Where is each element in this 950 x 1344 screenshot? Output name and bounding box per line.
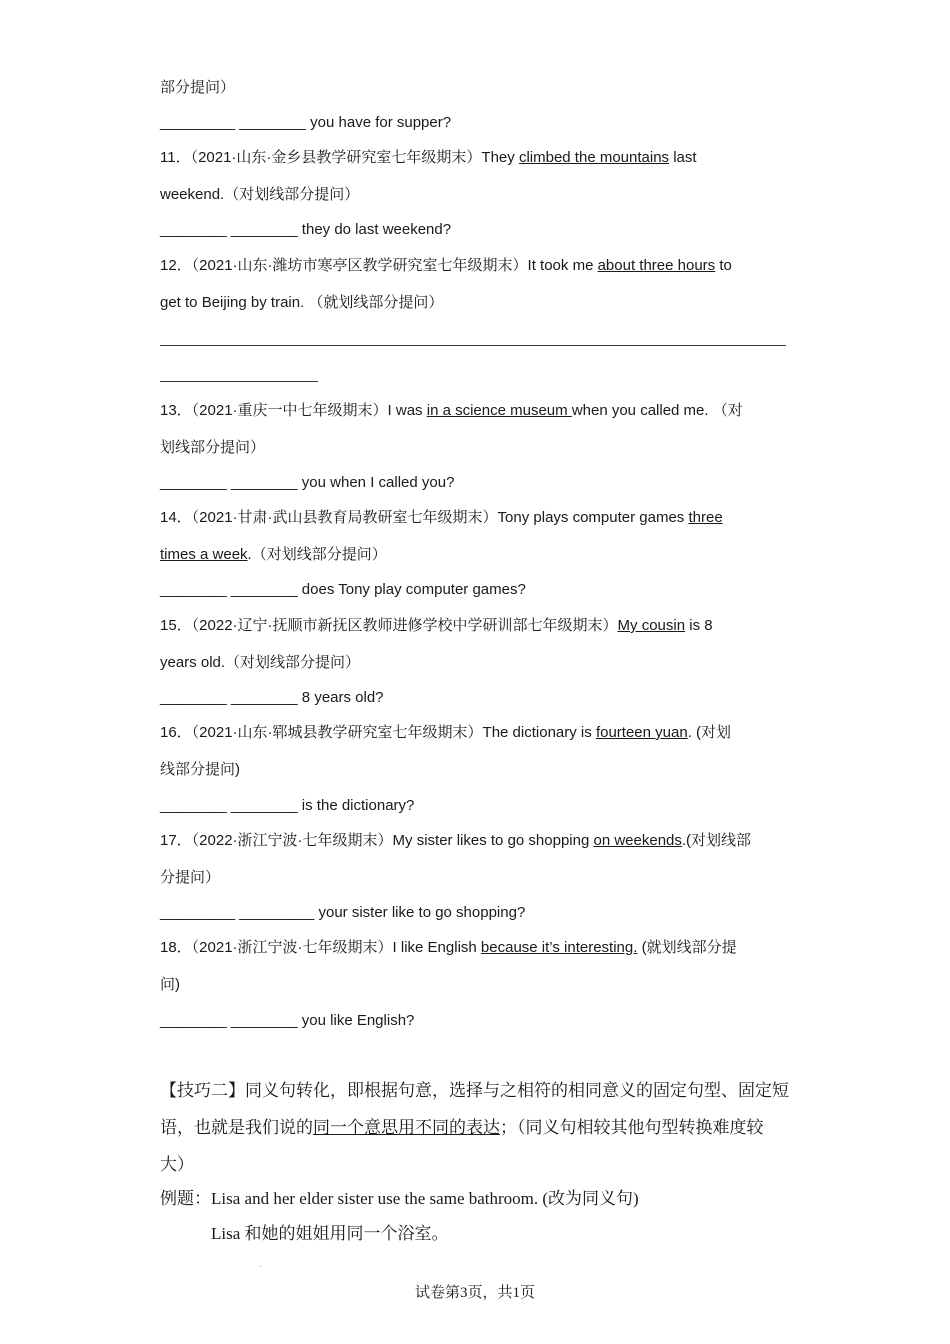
question-13-text-cont: 划线部分提问） xyxy=(160,439,266,456)
question-17-answer-line: _________ _________ your sister like to go shopping? xyxy=(160,904,526,921)
question-13-text: 13．（2021·重庆一中七年级期末）I was in a science museum when you called me. （对 xyxy=(160,402,743,419)
tip-text-end: 大） xyxy=(160,1155,194,1174)
question-16-answer-line: ________ ________ is the dictionary? xyxy=(160,797,415,814)
question-12-text: 12．（2021·山东·潍坊市寒亭区教学研究室七年级期末）It took me about three hours to xyxy=(160,257,732,274)
question-10-answer-line: _________ ________ you have for supper? xyxy=(160,114,452,131)
question-11-answer-line: ________ ________ they do last weekend? xyxy=(160,221,452,238)
question-14-text-cont: times a week.（对划线部分提问） xyxy=(160,546,387,563)
question-16-text-cont: 线部分提问) xyxy=(160,761,240,778)
question-15-answer-line: ________ ________ 8 years old? xyxy=(160,689,384,706)
question-13-answer-line: ________ ________ you when I called you? xyxy=(160,474,455,491)
question-16-text: 16．（2021·山东·郓城县教学研究室七年级期末）The dictionary is fourteen yuan. (对划 xyxy=(160,724,732,741)
tip-text: 语，也就是我们说的同一个意思用不同的表达；（同义句相较其他句型转换难度较 xyxy=(160,1118,764,1137)
question-10-text-end: 部分提问） xyxy=(160,79,236,96)
question-14-answer-line: ________ ________ does Tony play computer games? xyxy=(160,581,526,598)
question-15-text-cont: years old.（对划线部分提问） xyxy=(160,654,361,671)
question-17-text-cont: 分提问） xyxy=(160,869,221,886)
question-17-text: 17．（2022·浙江宁波·七年级期末）My sister likes to go shopping on weekends.(对划线部 xyxy=(160,832,752,849)
question-12-text-cont: get to Beijing by train. （就划线部分提问） xyxy=(160,294,444,311)
example-translation: Lisa 和她的姐姐用同一个浴室。 xyxy=(211,1224,449,1243)
example-sentence: 例题：Lisa and her elder sister use the same bathroom. (改为同义句) xyxy=(160,1189,639,1208)
question-12-answer-rule xyxy=(160,345,786,346)
question-12-answer-rule-2 xyxy=(160,381,318,382)
question-15-text: 15．（2022·辽宁·抚顺市新抚区教师进修学校中学研训部七年级期末）My cousin is 8 xyxy=(160,617,713,634)
question-14-text: 14．（2021·甘肃·武山县教育局教研室七年级期末）Tony plays computer games three xyxy=(160,509,723,526)
question-18-text: 18．（2021·浙江宁波·七年级期末）I like English because it’s interesting. (就划线部分提 xyxy=(160,939,737,956)
page-footer: 试卷第3页，共1页 xyxy=(414,1285,535,1301)
question-11-text-cont: weekend.（对划线部分提问） xyxy=(160,186,360,203)
question-18-text-cont: 问) xyxy=(160,976,180,993)
tip-heading: 【技巧二】同义句转化，即根据句意，选择与之相符的相同意义的固定句型、固定短 xyxy=(160,1081,789,1100)
question-18-answer-line: ________ ________ you like English? xyxy=(160,1012,415,1029)
stray-dot xyxy=(260,1266,261,1267)
question-11-text: 11．（2021·山东·金乡县教学研究室七年级期末）They climbed the mountains last xyxy=(160,149,697,166)
